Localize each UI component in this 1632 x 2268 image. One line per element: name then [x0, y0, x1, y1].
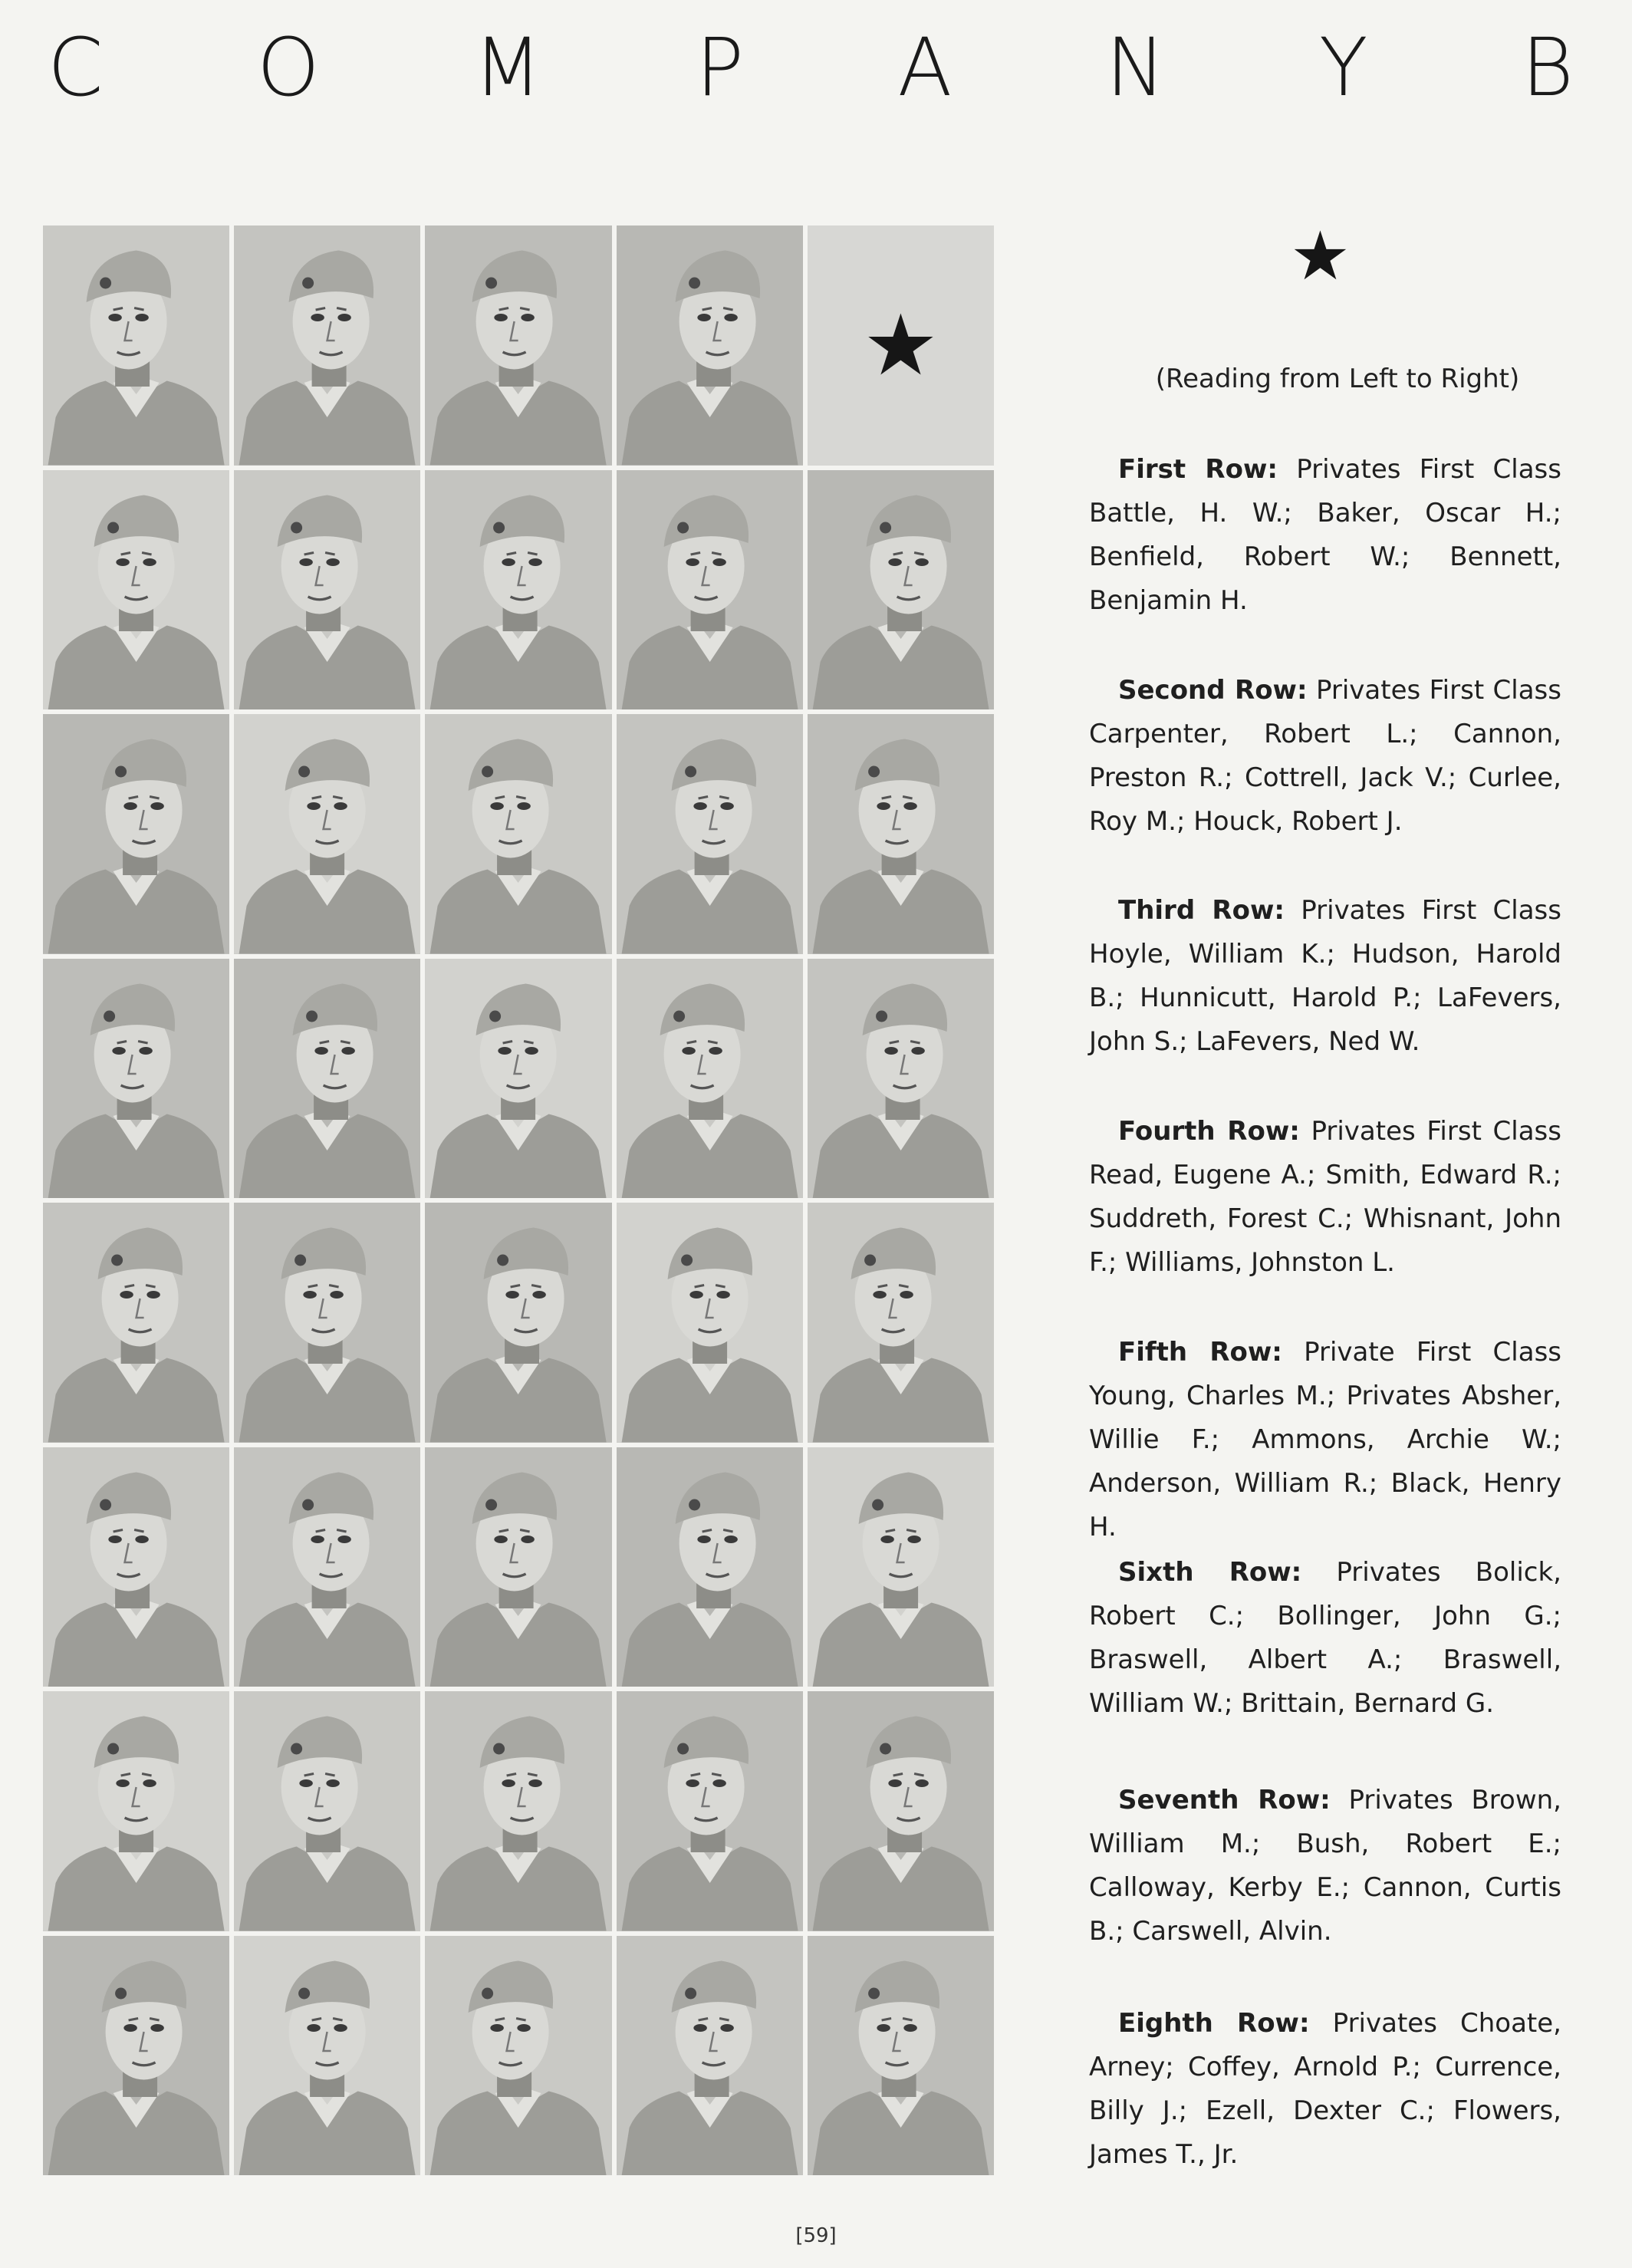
portrait-photo	[234, 1447, 420, 1687]
portrait-photo	[234, 714, 420, 954]
portrait-photo	[617, 1203, 803, 1443]
title-letter: P	[696, 21, 744, 114]
portrait-photo	[808, 1936, 994, 2176]
portrait-photo	[425, 959, 611, 1199]
caption-text: Privates First Class Battle, H. W.; Baker, Oscar H.; Benfield, Robert W.; Bennett, Benjamin H.	[1089, 454, 1561, 616]
title-letter: O	[256, 21, 320, 114]
portrait-photo	[234, 959, 420, 1199]
grid-star-cell	[808, 225, 994, 466]
portrait-photo	[808, 1203, 994, 1443]
portrait-photo	[425, 1691, 611, 1931]
caption-fourth-row	[1089, 1110, 1561, 1285]
portrait-photo	[808, 959, 994, 1199]
portrait-photo	[617, 470, 803, 710]
caption-seventh-row	[1089, 1779, 1561, 1954]
reading-note: (Reading from Left to Right)	[1155, 364, 1520, 394]
portrait-photo	[425, 714, 611, 954]
caption-label: Sixth Row:	[1118, 1557, 1302, 1588]
portrait-photo	[43, 1203, 229, 1443]
portrait-photo	[425, 470, 611, 710]
portrait-photo	[43, 1936, 229, 2176]
portrait-photo	[808, 1447, 994, 1687]
portrait-photo	[617, 1447, 803, 1687]
caption-fifth-row	[1089, 1331, 1561, 1549]
portrait-photo	[808, 1691, 994, 1931]
title-letter: A	[897, 21, 953, 114]
portrait-photo	[43, 959, 229, 1199]
portrait-grid	[43, 225, 994, 2175]
portrait-photo	[808, 714, 994, 954]
portrait-photo	[43, 470, 229, 710]
portrait-photo	[425, 1936, 611, 2176]
caption-text: Privates Brown, William M.; Bush, Robert E.; Calloway, Kerby E.; Cannon, Curtis B.; Carswell, Alvin.	[1089, 1785, 1561, 1947]
caption-label: Fourth Row:	[1118, 1116, 1300, 1147]
caption-text: Privates First Class Hoyle, William K.; Hudson, Harold B.; Hunnicutt, Harold P.; LaFevers, John S.; LaFevers, Ned W.	[1089, 895, 1561, 1057]
page-title	[48, 21, 1574, 114]
page-number: [59]	[795, 2224, 837, 2247]
portrait-photo	[425, 1447, 611, 1687]
caption-text: Privates First Class Carpenter, Robert L.; Cannon, Preston R.; Cottrell, Jack V.; Curlee, Roy M.; Houck, Robert J.	[1089, 675, 1561, 837]
caption-label: Eighth Row:	[1118, 2008, 1310, 2039]
title-letter: B	[1521, 21, 1574, 114]
portrait-photo	[234, 1203, 420, 1443]
caption-label: Seventh Row:	[1118, 1785, 1331, 1815]
portrait-photo	[234, 1936, 420, 2176]
caption-text: Privates Bolick, Robert C.; Bollinger, John G.; Braswell, Albert A.; Braswell, William W.; Brittain, Bernard G.	[1089, 1557, 1561, 1719]
caption-text: Privates First Class Read, Eugene A.; Smith, Edward R.; Suddreth, Forest C.; Whisnant, John F.; Williams, Johnston L.	[1089, 1116, 1561, 1278]
star-icon: ★	[863, 296, 939, 395]
caption-third-row	[1089, 889, 1561, 1064]
title-letter: N	[1105, 21, 1166, 114]
portrait-photo	[617, 1691, 803, 1931]
portrait-photo	[43, 714, 229, 954]
title-letter: Y	[1318, 21, 1368, 114]
portrait-photo	[43, 1447, 229, 1687]
portrait-photo	[234, 1691, 420, 1931]
title-letter: M	[473, 21, 542, 114]
portrait-photo	[808, 470, 994, 710]
caption-text: Private First Class Young, Charles M.; Privates Absher, Willie F.; Ammons, Archie W.; Anderson, William R.; Black, Henry H.	[1089, 1337, 1562, 1542]
portrait-photo	[43, 225, 229, 466]
caption-sixth-row	[1089, 1551, 1561, 1726]
caption-text: Privates Choate, Arney; Coffey, Arnold P.; Currence, Billy J.; Ezell, Dexter C.; Flowers, James T., Jr.	[1089, 2008, 1561, 2170]
portrait-photo	[617, 1936, 803, 2176]
portrait-photo	[617, 225, 803, 466]
star-icon: ★	[1290, 216, 1351, 295]
portrait-photo	[425, 225, 611, 466]
caption-first-row	[1089, 448, 1561, 623]
caption-label: First Row:	[1118, 454, 1278, 485]
caption-label: Second Row:	[1118, 675, 1308, 706]
caption-second-row	[1089, 669, 1561, 844]
portrait-photo	[234, 470, 420, 710]
portrait-photo	[43, 1691, 229, 1931]
portrait-photo	[617, 714, 803, 954]
portrait-photo	[617, 959, 803, 1199]
caption-label: Third Row:	[1118, 895, 1285, 926]
portrait-photo	[234, 225, 420, 466]
title-letter: C	[48, 21, 104, 114]
caption-eighth-row	[1089, 2002, 1561, 2177]
portrait-photo	[425, 1203, 611, 1443]
caption-label: Fifth Row:	[1118, 1337, 1282, 1368]
